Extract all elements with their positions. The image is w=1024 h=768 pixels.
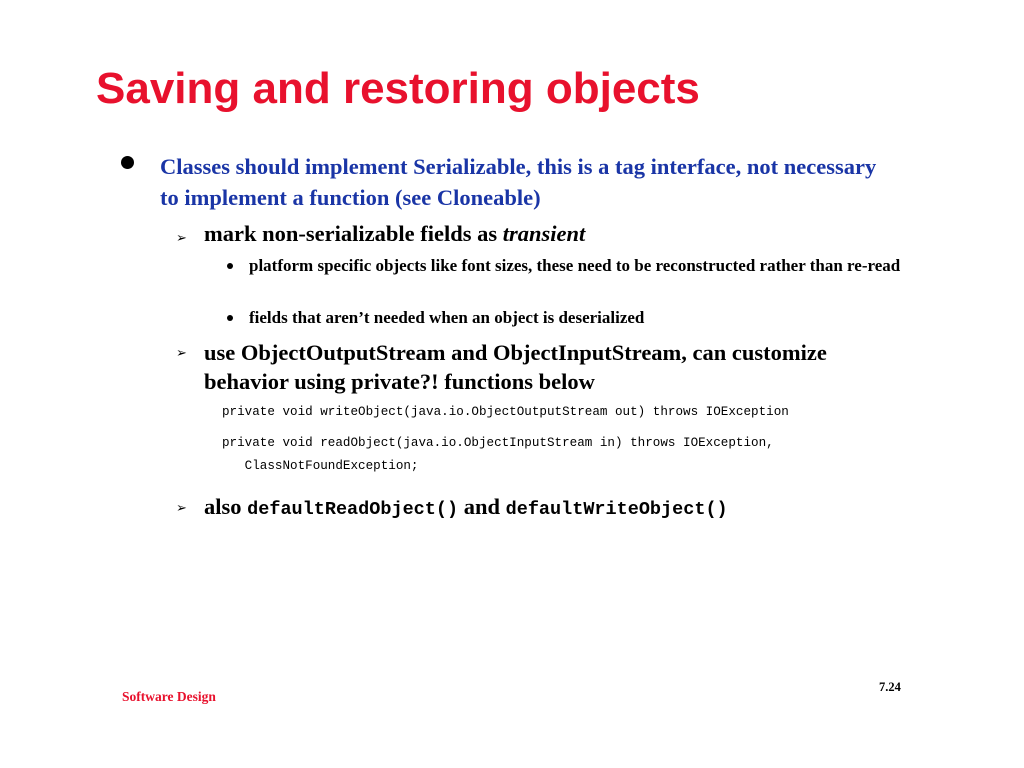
bullet-default-methods (204, 492, 884, 524)
footer-course: Software Design (122, 689, 216, 704)
bullet-transient-text: mark non-serializable fields as (204, 221, 503, 246)
bullet-dot (121, 156, 134, 169)
also-text: also (204, 494, 248, 519)
transient-keyword: transient (502, 221, 586, 246)
default-write-object-code: defaultWriteObject() (505, 499, 728, 520)
bullet-dot-small (227, 315, 233, 321)
bullet-dot-small (227, 263, 233, 269)
code-read-object-cont: ClassNotFoundException; (222, 459, 419, 473)
slide-title: Saving and restoring objects (96, 64, 700, 113)
default-read-object-code: defaultReadObject() (247, 499, 459, 520)
arrow-bullet-icon: ➢ (176, 346, 187, 361)
and-text: and (458, 494, 506, 519)
arrow-bullet-icon: ➢ (176, 231, 187, 246)
bullet-unneeded-fields: fields that aren’t needed when an object is deserialized (249, 308, 645, 327)
arrow-bullet-icon: ➢ (176, 501, 187, 516)
page-number: 7.24 (879, 680, 901, 694)
bullet-platform-objects: platform specific objects like font sizes, these need to be reconstructed rather than re-read (249, 256, 901, 275)
bullet-transient (204, 219, 884, 248)
code-write-object: private void writeObject(java.io.ObjectOutputStream out) throws IOException (222, 405, 789, 419)
bullet-serializable: Classes should implement Serializable, this is a tag interface, not necessary to implement a function (see Cloneable) (160, 154, 877, 210)
bullet-object-streams: use ObjectOutputStream and ObjectInputStream, can customize behavior using private?! functions below (204, 340, 827, 394)
code-read-object: private void readObject(java.io.ObjectInputStream in) throws IOException, (222, 436, 774, 450)
